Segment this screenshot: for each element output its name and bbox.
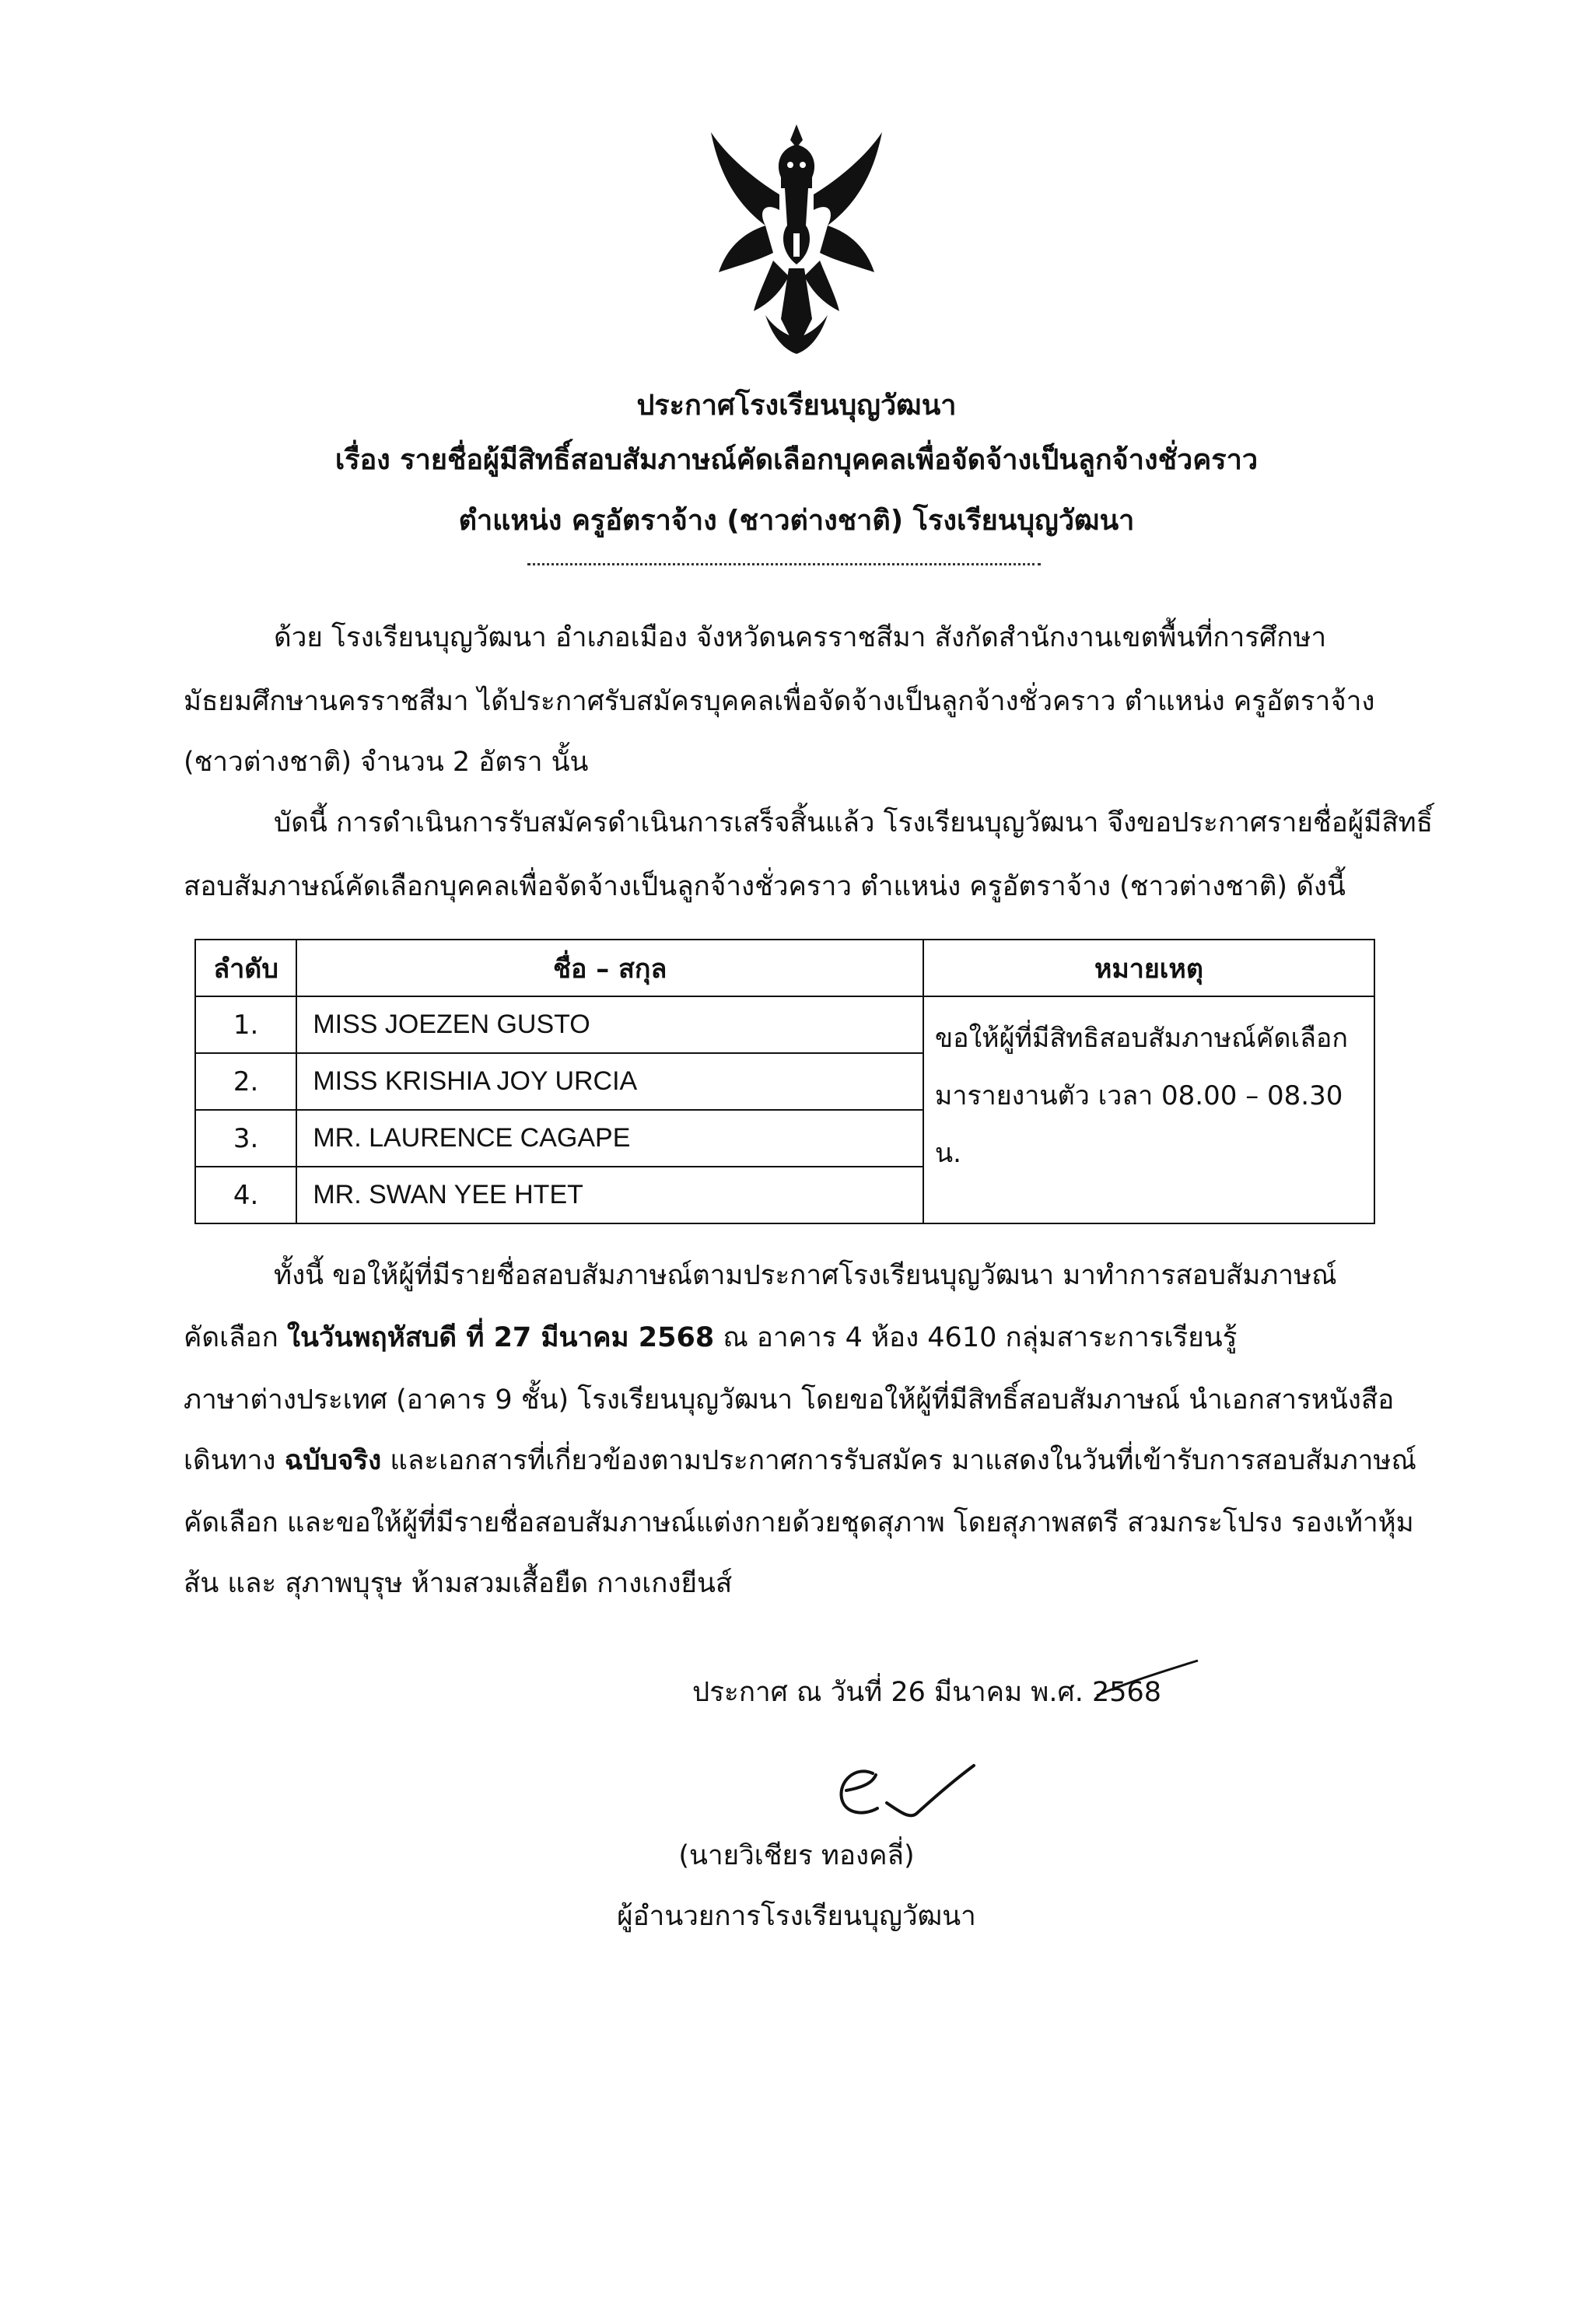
header-name: ชื่อ – สกุล xyxy=(296,940,923,996)
p3-l4-part-c: และเอกสารที่เกี่ยวข้องตามประกาศการรับสมัคร มาแสดงในวันที่เข้ารับการสอบสัมภาษณ์ xyxy=(381,1445,1416,1476)
row-number: 3. xyxy=(195,1110,296,1167)
p3-l2-part-c: ณ อาคาร 4 ห้อง 4610 กลุ่มสาระการเรียนรู้ xyxy=(714,1322,1238,1353)
row-note xyxy=(923,996,1374,1223)
paragraph-1-line-1: ด้วย โรงเรียนบุญวัฒนา อำเภอเมือง จังหวัดนครราชสีมา สังกัดสำนักงานเขตพื้นที่การศึกษา xyxy=(274,622,1327,653)
signer-name: (นายวิเชียร ทองคลี่) xyxy=(678,1840,915,1871)
paragraph-2-line-1: บัดนี้ การดำเนินการรับสมัครดำเนินการเสร็จสิ้นแล้ว โรงเรียนบุญวัฒนา จึงขอประกาศรายชื่อผู้มีสิทธิ์ xyxy=(274,807,1434,838)
announcement-date: ประกาศ ณ วันที่ 26 มีนาคม พ.ศ. 2568 xyxy=(692,1677,1162,1708)
paragraph-3-line-5: คัดเลือก และขอให้ผู้ที่มีรายชื่อสอบสัมภาษณ์แต่งกายด้วยชุดสุภาพ โดยสุภาพสตรี สวมกระโปรง รองเท้าหุ้ม xyxy=(184,1507,1414,1538)
row-name: MISS JOEZEN GUSTO xyxy=(296,996,923,1053)
interview-date: ในวันพฤหัสบดี ที่ 27 มีนาคม 2568 xyxy=(286,1322,715,1353)
pen-stroke-icon xyxy=(1093,1657,1202,1703)
paragraph-3-line-1: ทั้งนี้ ขอให้ผู้ที่มีรายชื่อสอบสัมภาษณ์ตามประกาศโรงเรียนบุญวัฒนา มาทำการสอบสัมภาษณ์ xyxy=(274,1260,1337,1291)
row-name: MR. SWAN YEE HTET xyxy=(296,1167,923,1223)
row-name: MISS KRISHIA JOY URCIA xyxy=(296,1053,923,1110)
announcement-subject: เรื่อง รายชื่อผู้มีสิทธิ์สอบสัมภาษณ์คัดเลือกบุคคลเพื่อจัดจ้างเป็นลูกจ้างชั่วคราว xyxy=(334,444,1259,476)
table-row xyxy=(195,996,1374,1053)
note-line-1: ขอให้ผู้ที่มีสิทธิสอบสัมภาษณ์คัดเลือก xyxy=(934,1023,1348,1054)
dotted-divider xyxy=(527,563,1041,565)
garuda-emblem-icon xyxy=(680,117,913,366)
table-header-row xyxy=(195,940,1374,996)
note-line-2: มารายงานตัว เวลา 08.00 – 08.30 น. xyxy=(934,1080,1343,1169)
paragraph-1-line-3: (ชาวต่างชาติ) จำนวน 2 อัตรา นั้น xyxy=(184,747,589,778)
paragraph-3-line-4 xyxy=(184,1445,1416,1476)
p3-l4-part-a: เดินทาง xyxy=(184,1445,285,1476)
paragraph-2-line-2: สอบสัมภาษณ์คัดเลือกบุคคลเพื่อจัดจ้างเป็นลูกจ้างชั่วคราว ตำแหน่ง ครูอัตราจ้าง (ชาวต่างชาติ) ดังนี้ xyxy=(184,871,1346,902)
row-number: 1. xyxy=(195,996,296,1053)
paragraph-3-line-6: ส้น และ สุภาพบุรุษ ห้ามสวมเสื้อยืด กางเกงยีนส์ xyxy=(184,1568,733,1599)
signer-title: ผู้อำนวยการโรงเรียนบุญวัฒนา xyxy=(617,1901,976,1932)
p3-l2-part-a: คัดเลือก xyxy=(184,1322,287,1353)
paragraph-3-line-3: ภาษาต่างประเทศ (อาคาร 9 ชั้น) โรงเรียนบุญวัฒนา โดยขอให้ผู้ที่มีสิทธิ์สอบสัมภาษณ์ นำเอกสารหนังสือ xyxy=(184,1384,1395,1416)
header-number: ลำดับ xyxy=(195,940,296,996)
announcement-position: ตำแหน่ง ครูอัตราจ้าง (ชาวต่างชาติ) โรงเรียนบุญวัฒนา xyxy=(458,505,1135,537)
row-name: MR. LAURENCE CAGAPE xyxy=(296,1110,923,1167)
header-note: หมายเหตุ xyxy=(923,940,1374,996)
candidate-table xyxy=(194,939,1375,1224)
row-number: 2. xyxy=(195,1053,296,1110)
paragraph-3-line-2 xyxy=(184,1322,1237,1353)
announcement-title: ประกาศโรงเรียนบุญวัฒนา xyxy=(636,390,957,422)
paragraph-1-line-2: มัธยมศึกษานครราชสีมา ได้ประกาศรับสมัครบุคคลเพื่อจัดจ้างเป็นลูกจ้างชั่วคราว ตำแหน่ง ครูอัตราจ้าง xyxy=(184,686,1375,717)
row-number: 4. xyxy=(195,1167,296,1223)
original-copy: ฉบับจริง xyxy=(284,1445,382,1476)
signature-icon xyxy=(825,1742,980,1828)
